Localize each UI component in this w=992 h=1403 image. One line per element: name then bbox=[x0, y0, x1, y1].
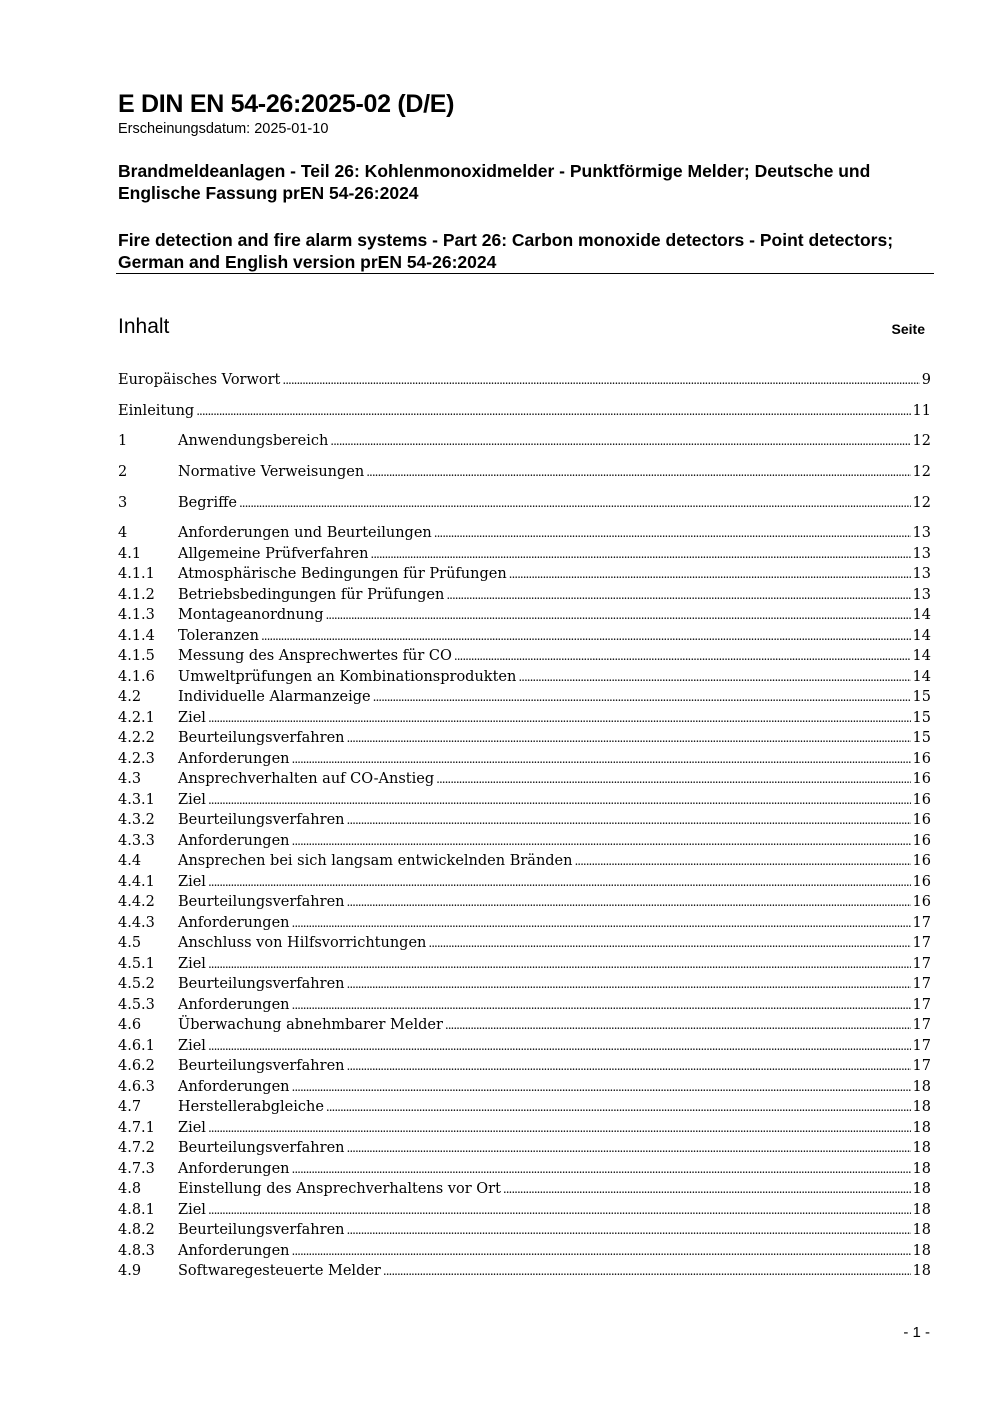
toc-entry-title: Anforderungen und Beurteilungen bbox=[178, 525, 432, 542]
toc-entry[interactable] bbox=[118, 1138, 931, 1159]
toc-dot-leader bbox=[434, 523, 911, 544]
toc-entry-page: 16 bbox=[912, 873, 931, 890]
toc-heading: Inhalt bbox=[118, 315, 170, 338]
toc-entry-page: 18 bbox=[912, 1119, 931, 1136]
toc-entry-page: 17 bbox=[912, 1037, 931, 1054]
toc-entry-title: Betriebsbedingungen für Prüfungen bbox=[178, 586, 445, 603]
toc-entry-title: Ansprechen bei sich langsam entwickelnden Bränden bbox=[178, 853, 573, 870]
toc-dot-leader bbox=[347, 1138, 911, 1159]
toc-dot-leader bbox=[446, 585, 910, 606]
toc-entry-page: 13 bbox=[912, 566, 931, 583]
toc-entry-title: Ziel bbox=[178, 1201, 206, 1218]
toc-dot-leader bbox=[509, 564, 911, 585]
toc-entry-page: 17 bbox=[912, 955, 931, 972]
toc-entry-number: 4.7.3 bbox=[118, 1160, 155, 1177]
toc-entry-page: 13 bbox=[912, 586, 931, 603]
toc-entry-title: Individuelle Alarmanzeige bbox=[178, 689, 371, 706]
toc-entry-number: 4.6.1 bbox=[118, 1037, 155, 1054]
toc-entry-title: Einleitung bbox=[118, 402, 195, 419]
toc-dot-leader bbox=[574, 851, 910, 872]
toc-dot-leader bbox=[325, 605, 910, 626]
toc-entry[interactable] bbox=[118, 1077, 931, 1098]
toc-entry-number: 4 bbox=[118, 525, 128, 542]
toc-entry-title: Überwachung abnehmbarer Melder bbox=[178, 1017, 443, 1034]
toc-entry-page: 17 bbox=[912, 1017, 931, 1034]
toc-entry[interactable] bbox=[118, 370, 931, 391]
toc-entry-page: 9 bbox=[921, 372, 931, 388]
toc-entry-number: 4.1.4 bbox=[118, 627, 155, 644]
toc-page-column-label: Seite bbox=[891, 321, 925, 337]
toc-entry-number: 4.8.3 bbox=[118, 1242, 155, 1259]
toc-entry[interactable] bbox=[118, 1261, 931, 1282]
toc-entry[interactable] bbox=[118, 523, 931, 544]
toc-entry-title: Ziel bbox=[178, 873, 206, 890]
toc-dot-leader bbox=[436, 769, 910, 790]
toc-entry-title: Beurteilungsverfahren bbox=[178, 976, 345, 993]
toc-dot-leader bbox=[347, 1220, 911, 1241]
toc-dot-leader bbox=[292, 995, 911, 1016]
toc-entry-title: Europäisches Vorwort bbox=[118, 372, 281, 388]
toc-entry-number: 4.4.2 bbox=[118, 894, 155, 911]
toc-entry-number: 4.1.3 bbox=[118, 607, 155, 624]
toc-entry-number: 4.5.3 bbox=[118, 996, 155, 1013]
toc-dot-leader bbox=[208, 708, 911, 729]
toc-dot-leader bbox=[347, 1056, 911, 1077]
title-english: Fire detection and fire alarm systems - Part 26: Carbon monoxide detectors - Point detectors; German and English version prEN 54-26:2024 bbox=[118, 230, 894, 272]
toc-entry-title: Ziel bbox=[178, 791, 206, 808]
toc-entry-page: 16 bbox=[912, 771, 931, 788]
toc-entry[interactable] bbox=[118, 667, 931, 688]
toc-entry[interactable] bbox=[118, 933, 931, 954]
toc-dot-leader bbox=[518, 667, 910, 688]
toc-entry-page: 14 bbox=[912, 648, 931, 665]
toc-entry[interactable] bbox=[118, 1179, 931, 1200]
toc-entry-page: 18 bbox=[912, 1181, 931, 1198]
toc-dot-leader bbox=[366, 462, 910, 483]
toc-entry-number: 3 bbox=[118, 494, 128, 511]
toc-entry-number: 2 bbox=[118, 464, 128, 481]
toc-entry[interactable] bbox=[118, 605, 931, 626]
toc-entry-title: Ziel bbox=[178, 1119, 206, 1136]
toc-entry[interactable] bbox=[118, 769, 931, 790]
toc-dot-leader bbox=[326, 1097, 911, 1118]
toc-dot-leader bbox=[454, 646, 911, 667]
toc-entry[interactable] bbox=[118, 544, 931, 565]
toc-entry[interactable] bbox=[118, 708, 931, 729]
toc-entry[interactable] bbox=[118, 1220, 931, 1241]
toc-entry-page: 17 bbox=[912, 914, 931, 931]
toc-entry-page: 18 bbox=[912, 1222, 931, 1239]
toc-entry[interactable] bbox=[118, 1159, 931, 1180]
toc-entry-title: Toleranzen bbox=[178, 627, 259, 644]
toc-entry-number: 4.8.1 bbox=[118, 1201, 155, 1218]
toc-entry-title: Anforderungen bbox=[178, 914, 290, 931]
toc-dot-leader bbox=[383, 1261, 911, 1282]
toc-entry-page: 14 bbox=[912, 668, 931, 685]
toc-dot-leader bbox=[347, 810, 911, 831]
toc-entry[interactable] bbox=[118, 892, 931, 913]
toc-entry-number: 4.4 bbox=[118, 853, 142, 870]
toc-entry-title: Ziel bbox=[178, 955, 206, 972]
toc-entry-page: 11 bbox=[912, 402, 931, 419]
toc-entry-number: 1 bbox=[118, 433, 128, 450]
toc-entry-page: 14 bbox=[912, 627, 931, 644]
toc-dot-leader bbox=[208, 872, 911, 893]
toc-dot-leader bbox=[196, 401, 910, 422]
toc-entry[interactable] bbox=[118, 687, 931, 708]
toc-entry-title: Begriffe bbox=[178, 494, 237, 511]
toc-entry-page: 18 bbox=[912, 1140, 931, 1157]
toc-entry[interactable] bbox=[118, 790, 931, 811]
toc-dot-leader bbox=[208, 1036, 911, 1057]
toc-dot-leader bbox=[503, 1179, 911, 1200]
toc-entry-number: 4.1.1 bbox=[118, 566, 155, 583]
toc-entry-title: Beurteilungsverfahren bbox=[178, 894, 345, 911]
toc-entry-number: 4.2.1 bbox=[118, 709, 155, 726]
title-divider bbox=[116, 273, 934, 274]
toc-entry-number: 4.5.2 bbox=[118, 976, 155, 993]
toc-dot-leader bbox=[208, 1118, 911, 1139]
toc-entry-number: 4.1.5 bbox=[118, 648, 155, 665]
toc-entry-number: 4.6.3 bbox=[118, 1078, 155, 1095]
toc-entry-page: 17 bbox=[912, 976, 931, 993]
toc-entry-number: 4.1.2 bbox=[118, 586, 155, 603]
toc-entry-number: 4.7.1 bbox=[118, 1119, 155, 1136]
toc-entry-title: Montageanordnung bbox=[178, 607, 324, 624]
toc-dot-leader bbox=[428, 933, 910, 954]
toc-entry[interactable] bbox=[118, 401, 931, 422]
toc-entry-title: Ansprechverhalten auf CO-Anstieg bbox=[178, 771, 435, 788]
toc-entry-page: 18 bbox=[912, 1099, 931, 1116]
toc-entry-number: 4.6.2 bbox=[118, 1058, 155, 1075]
toc-dot-leader bbox=[370, 544, 910, 565]
toc-entry-page: 12 bbox=[912, 494, 931, 511]
toc-entry[interactable] bbox=[118, 995, 931, 1016]
toc-entry-title: Herstellerabgleiche bbox=[178, 1099, 324, 1116]
toc-dot-leader bbox=[208, 1200, 911, 1221]
toc-entry[interactable] bbox=[118, 1200, 931, 1221]
toc-entry-page: 17 bbox=[912, 996, 931, 1013]
toc-entry-page: 18 bbox=[912, 1160, 931, 1177]
toc-entry-page: 13 bbox=[912, 525, 931, 542]
toc-entry[interactable] bbox=[118, 974, 931, 995]
toc-entry-page: 18 bbox=[912, 1242, 931, 1259]
toc-entry[interactable] bbox=[118, 851, 931, 872]
toc-dot-leader bbox=[292, 1077, 911, 1098]
toc-entry[interactable] bbox=[118, 493, 931, 514]
toc-entry-page: 14 bbox=[912, 607, 931, 624]
toc-dot-leader bbox=[292, 1159, 911, 1180]
toc-entry-title: Beurteilungsverfahren bbox=[178, 730, 345, 747]
toc-entry-title: Anwendungsbereich bbox=[178, 433, 329, 450]
toc-entry-number: 4.2 bbox=[118, 689, 142, 706]
toc-entry-number: 4.2.3 bbox=[118, 750, 155, 767]
toc-entry-page: 17 bbox=[912, 935, 931, 952]
toc-entry-title: Atmosphärische Bedingungen für Prüfungen bbox=[178, 566, 507, 583]
toc-entry-number: 4.3.3 bbox=[118, 832, 155, 849]
toc-entry-title: Ziel bbox=[178, 709, 206, 726]
toc-entry[interactable] bbox=[118, 1097, 931, 1118]
toc-entry-number: 4.7.2 bbox=[118, 1140, 155, 1157]
toc-entry[interactable] bbox=[118, 1036, 931, 1057]
toc-entry-number: 4.8 bbox=[118, 1181, 142, 1198]
toc-entry-title: Softwaregesteuerte Melder bbox=[178, 1263, 381, 1280]
toc-entry-page: 18 bbox=[912, 1263, 931, 1280]
toc-dot-leader bbox=[282, 370, 919, 391]
toc-entry-page: 18 bbox=[912, 1078, 931, 1095]
toc-entry[interactable] bbox=[118, 462, 931, 483]
toc-entry[interactable] bbox=[118, 810, 931, 831]
toc-dot-leader bbox=[292, 831, 911, 852]
toc-entry-page: 15 bbox=[912, 709, 931, 726]
toc-entry[interactable] bbox=[118, 646, 931, 667]
toc-dot-leader bbox=[208, 954, 911, 975]
toc-entry-page: 15 bbox=[912, 689, 931, 706]
toc-entry-page: 16 bbox=[912, 791, 931, 808]
toc-entry-title: Allgemeine Prüfverfahren bbox=[178, 545, 369, 562]
toc-dot-leader bbox=[347, 892, 911, 913]
toc-entry-page: 13 bbox=[912, 545, 931, 562]
toc-entry-title: Einstellung des Ansprechverhaltens vor Ort bbox=[178, 1181, 501, 1198]
toc-entry[interactable] bbox=[118, 1015, 931, 1036]
toc-entry-title: Beurteilungsverfahren bbox=[178, 812, 345, 829]
toc-entry-number: 4.6 bbox=[118, 1017, 142, 1034]
toc-entry-number: 4.9 bbox=[118, 1263, 142, 1280]
document-id: E DIN EN 54-26:2025-02 (D/E) bbox=[118, 90, 455, 118]
toc-entry-page: 16 bbox=[912, 832, 931, 849]
toc-dot-leader bbox=[292, 1241, 911, 1262]
toc-entry-page: 16 bbox=[912, 853, 931, 870]
toc-entry-page: 16 bbox=[912, 750, 931, 767]
toc-entry-title: Beurteilungsverfahren bbox=[178, 1058, 345, 1075]
toc-dot-leader bbox=[292, 913, 911, 934]
toc-entry-title: Anforderungen bbox=[178, 750, 290, 767]
toc-dot-leader bbox=[373, 687, 911, 708]
toc-dot-leader bbox=[445, 1015, 911, 1036]
toc-entry[interactable] bbox=[118, 564, 931, 585]
toc-entry-number: 4.7 bbox=[118, 1099, 142, 1116]
toc-dot-leader bbox=[239, 493, 911, 514]
publication-date: Erscheinungsdatum: 2025-01-10 bbox=[118, 121, 329, 137]
toc-entry-title: Beurteilungsverfahren bbox=[178, 1140, 345, 1157]
toc-dot-leader bbox=[347, 974, 911, 995]
toc-entry[interactable] bbox=[118, 626, 931, 647]
toc-entry-title: Messung des Ansprechwertes für CO bbox=[178, 648, 452, 665]
toc-entry-number: 4.2.2 bbox=[118, 730, 155, 747]
toc-entry-number: 4.4.1 bbox=[118, 873, 155, 890]
toc-entry-page: 18 bbox=[912, 1201, 931, 1218]
toc-dot-leader bbox=[330, 431, 910, 452]
toc-entry-number: 4.5 bbox=[118, 935, 142, 952]
toc-dot-leader bbox=[347, 728, 911, 749]
toc-entry-title: Normative Verweisungen bbox=[178, 464, 365, 481]
toc-entry[interactable] bbox=[118, 1056, 931, 1077]
toc-entry[interactable] bbox=[118, 913, 931, 934]
toc-entry-page: 17 bbox=[912, 1058, 931, 1075]
toc-entry-number: 4.1.6 bbox=[118, 668, 155, 685]
toc-entry-title: Anforderungen bbox=[178, 1160, 290, 1177]
toc-dot-leader bbox=[292, 749, 911, 770]
toc-entry[interactable] bbox=[118, 749, 931, 770]
toc-entry-number: 4.4.3 bbox=[118, 914, 155, 931]
toc-entry-title: Beurteilungsverfahren bbox=[178, 1222, 345, 1239]
toc-entry[interactable] bbox=[118, 1118, 931, 1139]
toc-entry-number: 4.3 bbox=[118, 771, 142, 788]
toc-entry-title: Anforderungen bbox=[178, 1242, 290, 1259]
toc-entry-number: 4.5.1 bbox=[118, 955, 155, 972]
table-of-contents bbox=[118, 370, 931, 1282]
toc-entry-title: Anforderungen bbox=[178, 832, 290, 849]
toc-entry-page: 16 bbox=[912, 812, 931, 829]
toc-entry-page: 12 bbox=[912, 433, 931, 450]
title-german: Brandmeldeanlagen - Teil 26: Kohlenmonoxidmelder - Punktförmige Melder; Deutsche und Englische Fassung prEN 54-26:2024 bbox=[118, 161, 871, 203]
toc-entry[interactable] bbox=[118, 1241, 931, 1262]
toc-entry-page: 16 bbox=[912, 894, 931, 911]
toc-entry-number: 4.1 bbox=[118, 545, 142, 562]
toc-entry[interactable] bbox=[118, 728, 931, 749]
toc-entry-page: 12 bbox=[912, 464, 931, 481]
toc-entry-title: Umweltprüfungen an Kombinationsprodukten bbox=[178, 668, 517, 685]
toc-entry-title: Ziel bbox=[178, 1037, 206, 1054]
toc-entry-number: 4.3.2 bbox=[118, 812, 155, 829]
toc-entry-number: 4.8.2 bbox=[118, 1222, 155, 1239]
toc-entry-number: 4.3.1 bbox=[118, 791, 155, 808]
toc-entry-page: 15 bbox=[912, 730, 931, 747]
page-number: - 1 - bbox=[903, 1324, 930, 1341]
toc-entry[interactable] bbox=[118, 872, 931, 893]
toc-entry[interactable] bbox=[118, 831, 931, 852]
toc-dot-leader bbox=[261, 626, 911, 647]
toc-dot-leader bbox=[208, 790, 911, 811]
toc-entry-title: Anforderungen bbox=[178, 996, 290, 1013]
toc-entry[interactable] bbox=[118, 954, 931, 975]
toc-entry[interactable] bbox=[118, 431, 931, 452]
toc-entry-title: Anforderungen bbox=[178, 1078, 290, 1095]
toc-entry-title: Anschluss von Hilfsvorrichtungen bbox=[178, 935, 427, 952]
toc-entry[interactable] bbox=[118, 585, 931, 606]
